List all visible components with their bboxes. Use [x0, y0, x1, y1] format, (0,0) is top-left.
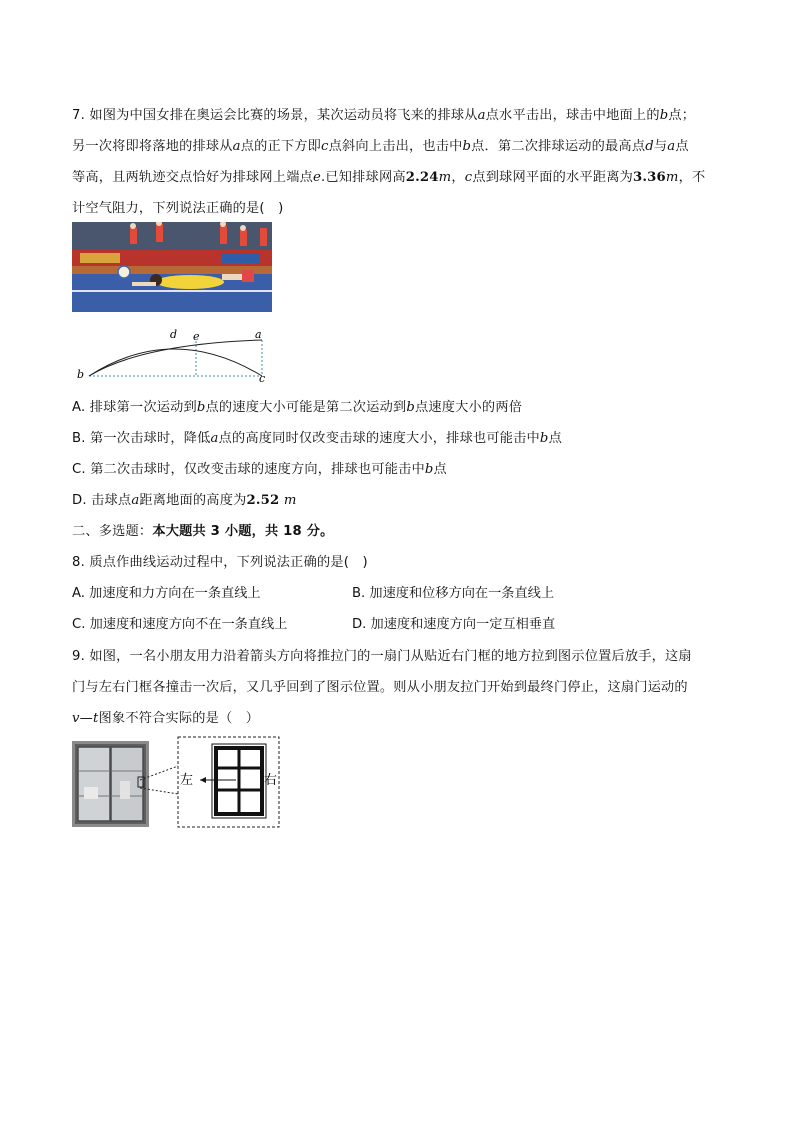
q7-line-4: 计空气阻力，下列说法正确的是( )	[72, 201, 284, 216]
q7-option-a[interactable]: A. 排球第一次运动到b点的速度大小可能是第二次运动到b点速度大小的两倍	[72, 400, 523, 415]
q7-option-b[interactable]: B. 第一次击球时，降低a点的高度同时仅改变击球的速度大小，排球也可能击中b点	[72, 431, 562, 446]
q8-option-b[interactable]: B. 加速度和位移方向在一条直线上	[352, 586, 555, 601]
volleyball-photo	[72, 222, 272, 312]
q9-line-1: 9. 如图，一名小朋友用力沿着箭头方向将推拉门的一扇门从贴近右门框的地方拉到图示位置后放手，这扇	[72, 649, 692, 664]
q9-line-3: v—t图象不符合实际的是（ ）	[72, 711, 260, 726]
first-trajectory	[89, 340, 262, 376]
q7-line-3: 等高，且两轨迹交点恰好为排球网上端点e.已知排球网高2.24m，c点到球网平面的水平距离为3.36m，不	[72, 170, 706, 185]
label-a: a	[255, 328, 262, 341]
q7-line-2: 另一次将即将落地的排球从a点的正下方即c点斜向上击出，也击中b点．第二次排球运动的最高点d与a点	[72, 139, 689, 154]
trajectory-diagram	[72, 326, 277, 384]
left-label: 左	[180, 773, 194, 788]
label-e: e	[193, 330, 200, 343]
q8-option-c[interactable]: C. 加速度和速度方向不在一条直线上	[72, 617, 288, 632]
door-zoom-diagram	[138, 736, 282, 830]
label-d: d	[170, 328, 178, 341]
q7-line-1: 7. 如图为中国女排在奥运会比赛的场景，某次运动员将飞来的排球从a点水平击出，球击中地面上的b点；	[72, 108, 696, 123]
q9-line-2: 门与左右门框各撞击一次后，又几乎回到了图示位置。则从小朋友拉门开始到最终门停止，这扇门运动的	[72, 680, 688, 695]
q8-option-a[interactable]: A. 加速度和力方向在一条直线上	[72, 586, 261, 601]
q7-option-d[interactable]: D. 击球点a距离地面的高度为2.52 m	[72, 493, 297, 508]
q8-option-d[interactable]: D. 加速度和速度方向一定互相垂直	[352, 617, 556, 632]
volleyball-scene-illustration	[72, 222, 272, 312]
q7-option-c[interactable]: C. 第二次击球时，仅改变击球的速度方向，排球也可能击中b点	[72, 462, 447, 477]
second-trajectory	[89, 349, 262, 376]
label-b: b	[77, 368, 85, 381]
section-heading-multiple-choice: 二、多选题：本大题共 3 小题，共 18 分。	[72, 524, 334, 539]
arrow-head-icon	[200, 777, 206, 783]
label-c: c	[259, 372, 266, 384]
q8-stem: 8. 质点作曲线运动过程中，下列说法正确的是( )	[72, 555, 368, 570]
right-label: 右	[264, 773, 278, 788]
